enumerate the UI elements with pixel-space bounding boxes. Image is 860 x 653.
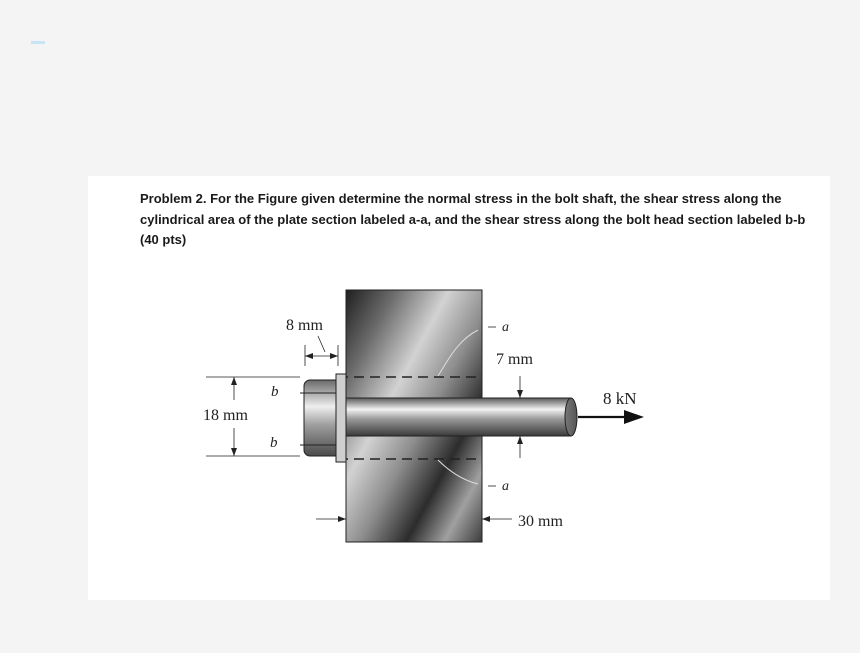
dim-head-thickness-arrow-left: [305, 353, 313, 359]
dim-head-diameter-label: 18 mm: [203, 407, 248, 424]
dim-head-thickness-label: 8 mm: [286, 317, 323, 334]
dim-shaft-diameter-arrow-top: [517, 390, 523, 398]
section-a-bottom-label: a: [502, 479, 509, 494]
dim-head-diameter-arrow-top: [231, 377, 237, 385]
dim-head-thickness-leader: [318, 336, 325, 352]
dim-plate-thickness-label: 30 mm: [518, 513, 563, 530]
dim-plate-thickness-arrow-right: [482, 516, 490, 522]
dim-head-thickness-arrow-right: [330, 353, 338, 359]
dim-head-diameter-arrow-bottom: [231, 448, 237, 456]
bolt-head-collar: [336, 374, 346, 462]
section-b-top-label: b: [271, 384, 279, 400]
load-label: 8 kN: [603, 389, 637, 408]
dim-shaft-diameter-arrow-bottom: [517, 436, 523, 444]
section-b-bottom-label: b: [270, 435, 278, 451]
bolt-shaft-end: [565, 398, 577, 436]
bolt-shaft: [338, 398, 571, 436]
section-a-top-label: a: [502, 320, 509, 335]
problem-body: For the Figure given determine the normal stress in the bolt shaft, the shear stress along the cylindrical area of the plate section labeled a-a, and the shear stress along the bolt head section labeled b-b (40 pts): [140, 191, 806, 247]
problem-label: Problem 2.: [140, 191, 207, 206]
load-arrow-head: [624, 410, 644, 424]
dim-shaft-diameter-label: 7 mm: [496, 351, 533, 368]
dim-plate-thickness-arrow-left: [338, 516, 346, 522]
